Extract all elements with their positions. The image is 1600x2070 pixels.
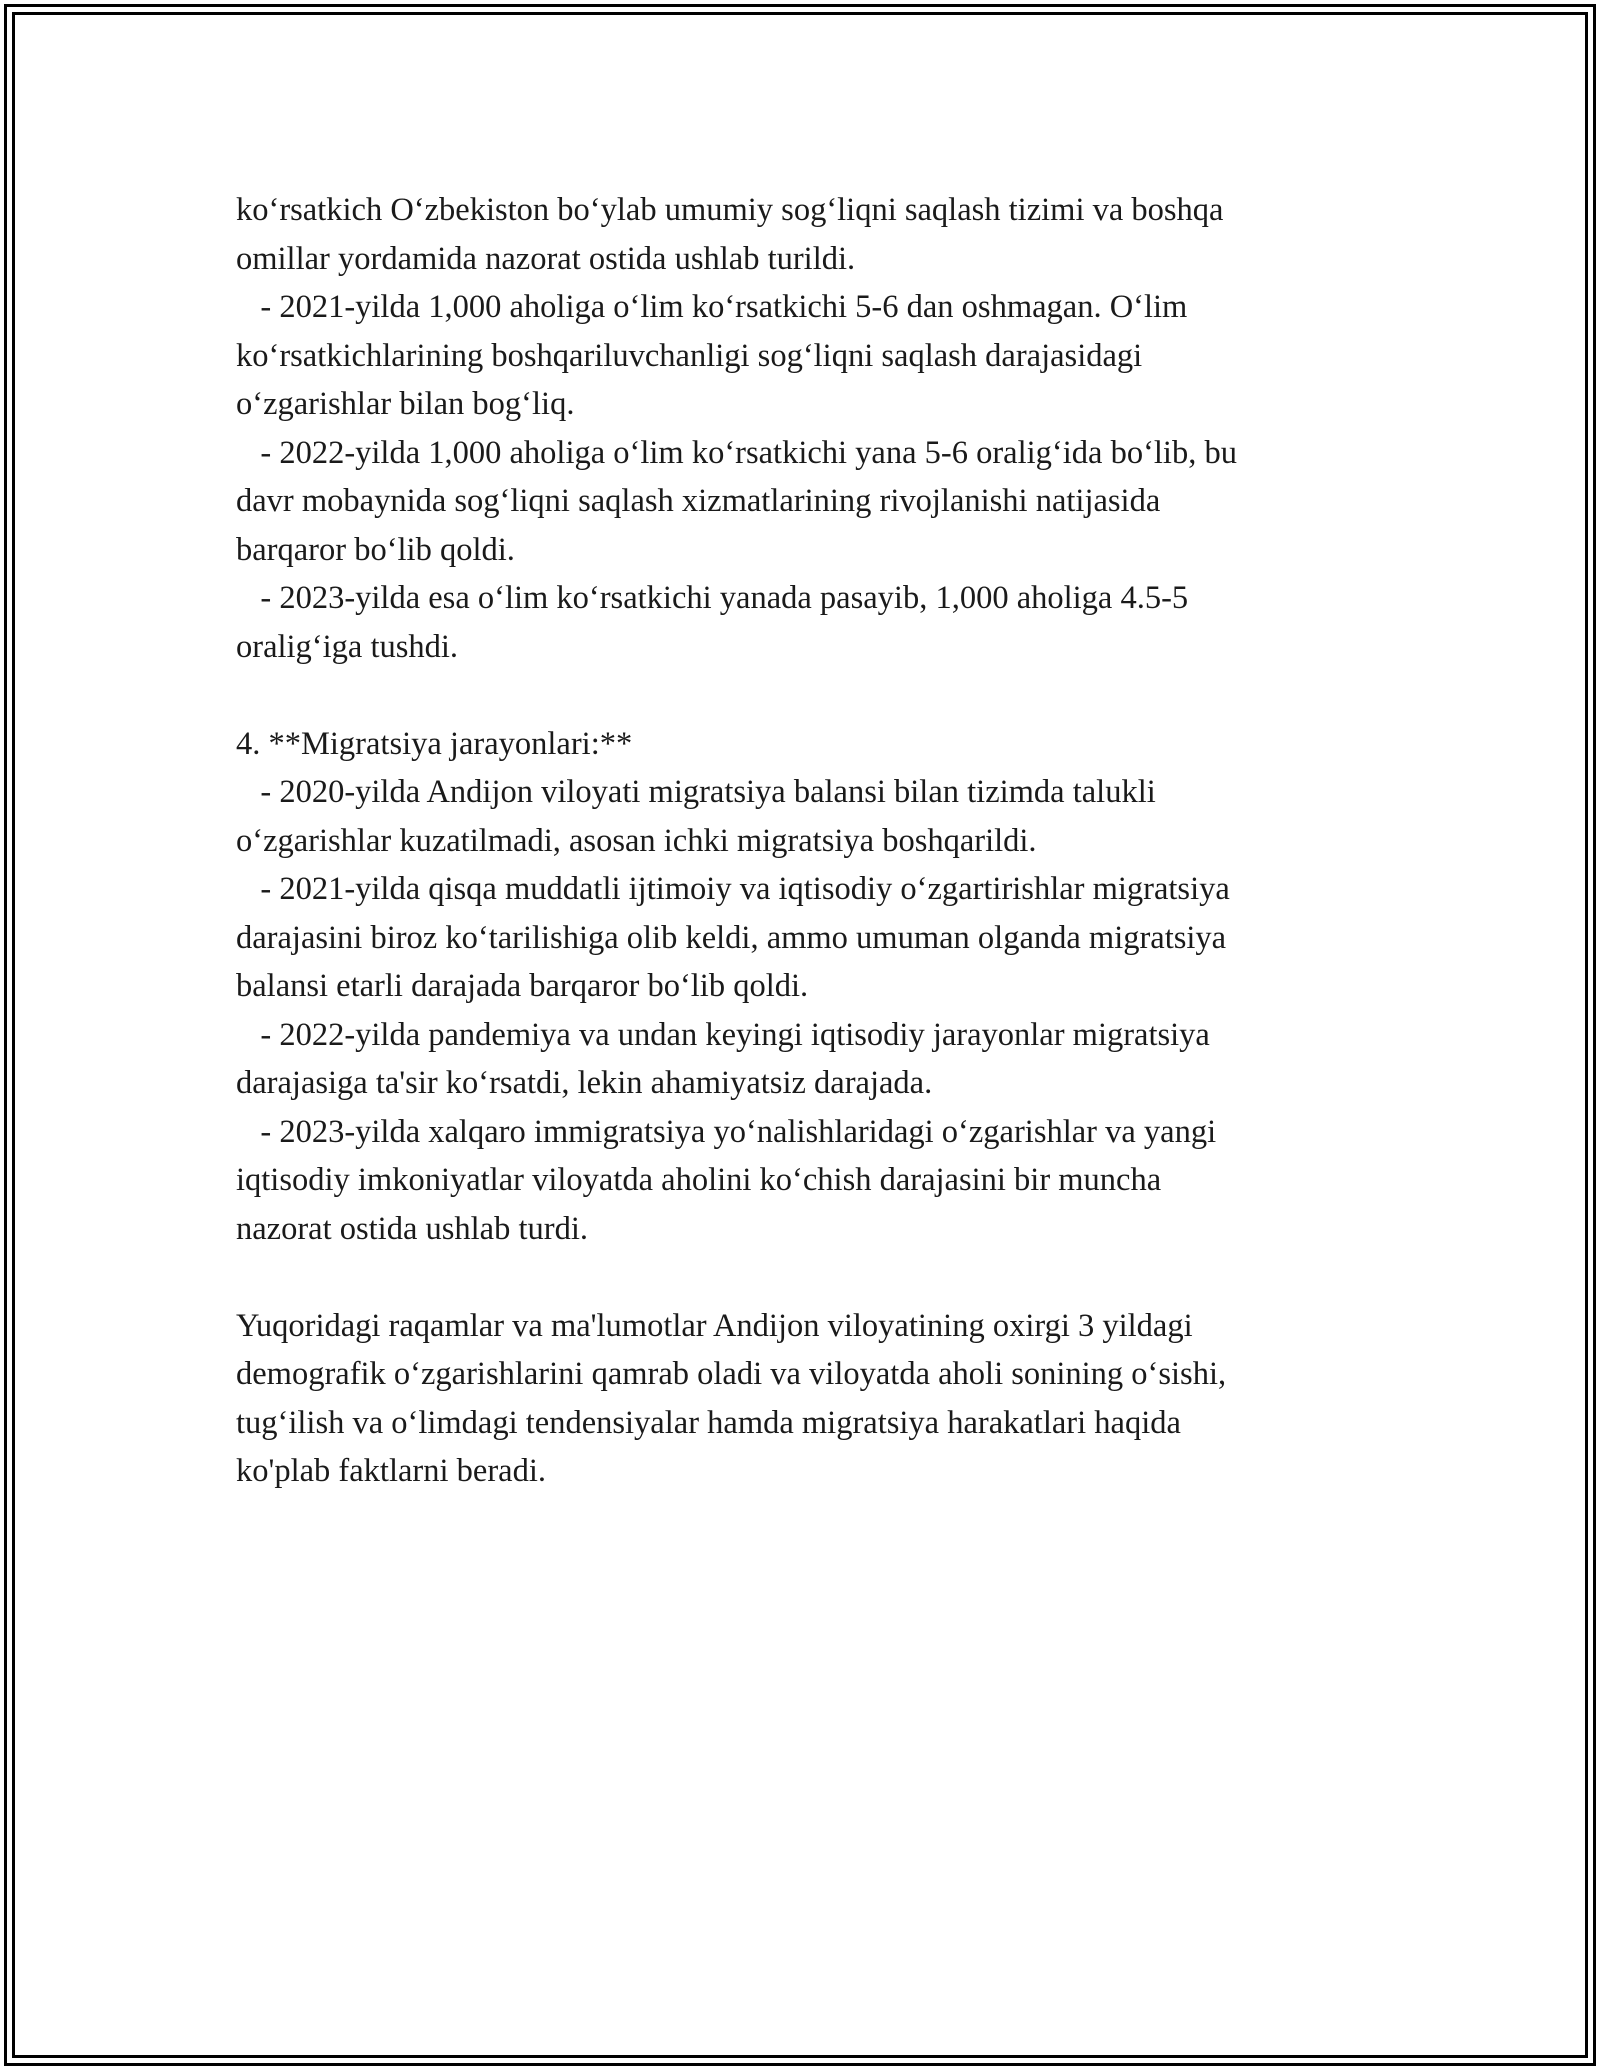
text-line: balansi etarli darajada barqaror bo‘lib qoldi. [236, 968, 809, 1004]
text-line: iqtisodiy imkoniyatlar viloyatda aholini ko‘chish darajasini bir muncha [236, 1162, 1162, 1198]
document-body [236, 186, 1386, 1496]
text-line: oralig‘iga tushdi. [236, 628, 459, 665]
text-line: nazorat ostida ushlab turdi. [236, 1210, 588, 1247]
text-line: barqaror bo‘lib qoldi. [236, 531, 515, 568]
text-line: o‘zgarishlar kuzatilmadi, asosan ichki migratsiya boshqarildi. [236, 822, 1037, 859]
text-line: - 2021-yilda qisqa muddatli ijtimoiy va iqtisodiy o‘zgartirishlar migratsiya [236, 871, 1230, 907]
text-line: ko‘rsatkichlarining boshqariluvchanligi sog‘liqni saqlash darajasidagi [236, 337, 1143, 374]
text-line: Yuqoridagi raqamlar va ma'lumotlar Andijon viloyatining oxirgi 3 yildagi [236, 1307, 1193, 1344]
section-heading: 4. **Migratsiya jarayonlari:** [236, 725, 633, 762]
text-line: - 2023-yilda esa o‘lim ko‘rsatkichi yanada pasayib, 1,000 aholiga 4.5-5 [236, 580, 1189, 616]
text-line: ko'plab faktlarni beradi. [236, 1453, 546, 1489]
text-line: - 2020-yilda Andijon viloyati migratsiya balansi bilan tizimda talukli [236, 774, 1156, 810]
text-line: - 2022-yilda 1,000 aholiga o‘lim ko‘rsatkichi yana 5-6 oralig‘ida bo‘lib, bu [236, 434, 1237, 471]
text-line: - 2021-yilda 1,000 aholiga o‘lim ko‘rsatkichi 5-6 dan oshmagan. O‘lim [236, 289, 1188, 325]
text-line: o‘zgarishlar bilan bog‘liq. [236, 386, 575, 422]
blank-line [236, 671, 1386, 720]
text-line: davr mobaynida sog‘liqni saqlash xizmatlarining rivojlanishi natijasida [236, 483, 1161, 519]
text-line: - 2022-yilda pandemiya va undan keyingi iqtisodiy jarayonlar migratsiya [236, 1016, 1210, 1053]
text-line: tug‘ilish va o‘limdagi tendensiyalar hamda migratsiya harakatlari haqida [236, 1404, 1181, 1441]
text-line: - 2023-yilda xalqaro immigratsiya yo‘nalishlaridagi o‘zgarishlar va yangi [236, 1113, 1217, 1150]
text-line: demografik o‘zgarishlarini qamrab oladi va viloyatda aholi sonining o‘sishi, [236, 1356, 1227, 1392]
text-line: darajasini biroz ko‘tarilishiga olib keldi, ammo umuman olganda migratsiya [236, 919, 1227, 956]
text-line: darajasiga ta'sir ko‘rsatdi, lekin ahamiyatsiz darajada. [236, 1065, 933, 1101]
blank-line [236, 1253, 1386, 1302]
text-line: ko‘rsatkich O‘zbekiston bo‘ylab umumiy sog‘liqni saqlash tizimi va boshqa [236, 192, 1224, 228]
text-line: omillar yordamida nazorat ostida ushlab turildi. [236, 240, 856, 277]
